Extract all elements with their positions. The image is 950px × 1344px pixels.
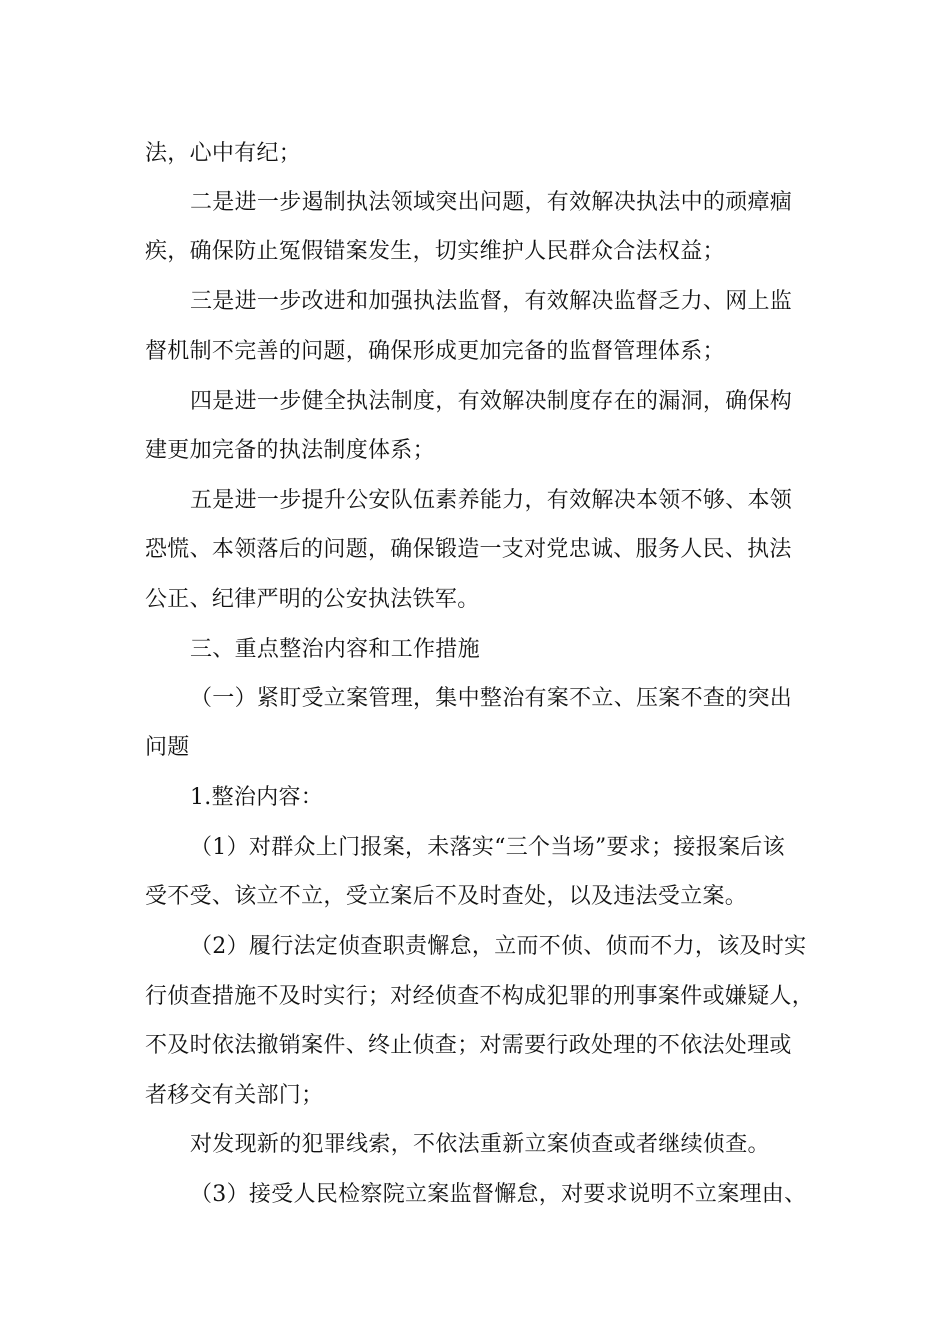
text-line: （3）接受人民检察院立案监督懈怠，对要求说明不立案理由、 xyxy=(190,1182,807,1207)
text-line: 公正、纪律严明的公安执法铁军。 xyxy=(145,587,480,612)
text-line: 督机制不完善的问题，确保形成更加完备的监督管理体系； xyxy=(145,339,725,364)
text-line: 三是进一步改进和加强执法监督，有效解决监督乏力、网上监 xyxy=(190,289,793,314)
text-line: 五是进一步提升公安队伍素养能力，有效解决本领不够、本领 xyxy=(190,488,793,513)
text-line: 疾，确保防止冤假错案发生，切实维护人民群众合法权益； xyxy=(145,239,725,264)
text-line: 行侦查措施不及时实行；对经侦查不构成犯罪的刑事案件或嫌疑人， xyxy=(145,984,815,1009)
text-line: 法，心中有纪； xyxy=(145,141,302,166)
text-line: 者移交有关部门； xyxy=(145,1083,324,1108)
text-line: 建更加完备的执法制度体系； xyxy=(145,438,435,463)
text-line: 四是进一步健全执法制度，有效解决制度存在的漏洞，确保构 xyxy=(190,389,793,414)
item-heading: 1.整治内容： xyxy=(190,785,324,810)
text-line: 受不受、该立不立，受立案后不及时查处，以及违法受立案。 xyxy=(145,884,748,909)
text-line: 问题 xyxy=(145,735,190,760)
subsection-heading: （一）紧盯受立案管理，集中整治有案不立、压案不查的突出 xyxy=(190,686,793,711)
text-line: 对发现新的犯罪线索，不依法重新立案侦查或者继续侦查。 xyxy=(190,1132,770,1157)
text-line: 二是进一步遏制执法领域突出问题，有效解决执法中的顽瘴痼 xyxy=(190,190,793,215)
text-line: 恐慌、本领落后的问题，确保锻造一支对党忠诚、服务人民、执法 xyxy=(145,537,792,562)
text-line: （2）履行法定侦查职责懈怠，立而不侦、侦而不力，该及时实 xyxy=(190,934,807,959)
text-line: 不及时依法撤销案件、终止侦查；对需要行政处理的不依法处理或 xyxy=(145,1033,792,1058)
section-heading: 三、重点整治内容和工作措施 xyxy=(190,637,480,662)
text-line: （1）对群众上门报案，未落实“三个当场”要求；接报案后该 xyxy=(190,835,785,860)
